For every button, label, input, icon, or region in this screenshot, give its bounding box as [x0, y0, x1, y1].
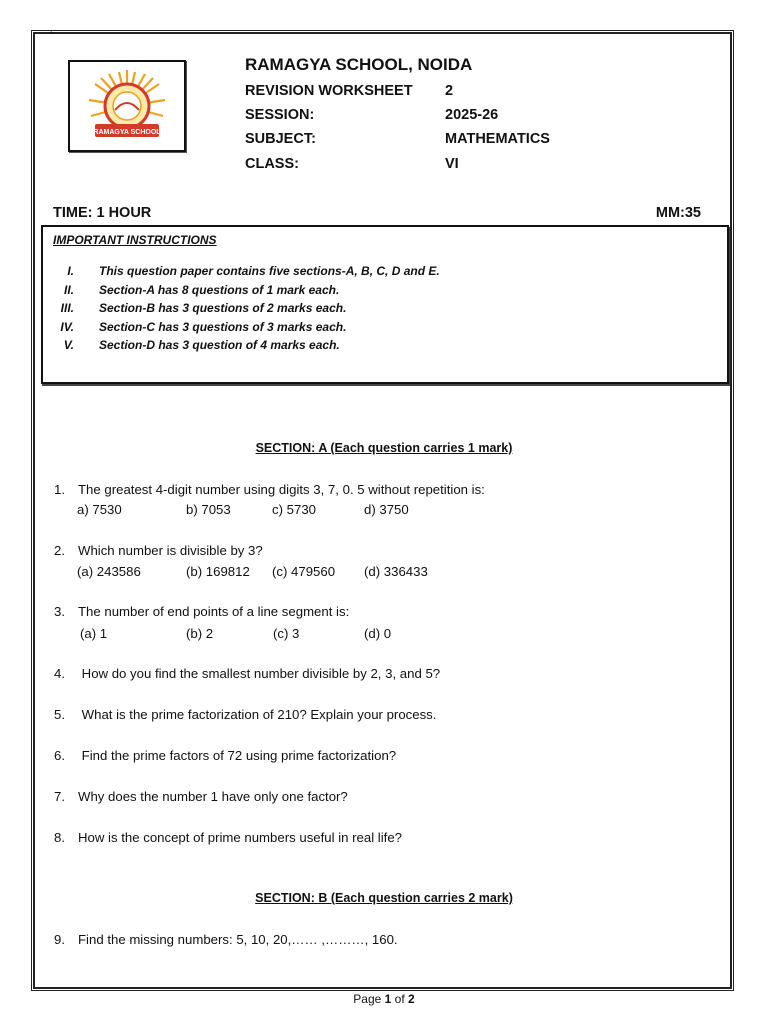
instruction-item — [43, 320, 727, 339]
question-number: 2. — [54, 543, 65, 558]
section-a-heading: SECTION: A (Each question carries 1 mark) — [255, 441, 513, 455]
meta-row-class — [245, 156, 459, 172]
question-4 — [54, 666, 440, 681]
meta-value: 2025-26 — [445, 107, 499, 123]
instruction-item — [43, 283, 727, 302]
instructions-list — [43, 264, 727, 357]
option: (c) 3 — [273, 626, 300, 641]
option: (b) 169812 — [186, 564, 250, 579]
instruction-text: Section-B has 3 questions of 2 marks each. — [99, 301, 347, 315]
max-marks-label: MM:35 — [655, 205, 701, 221]
question-number: 8. — [54, 830, 65, 845]
question-number: 7. — [54, 789, 65, 804]
question-number: 6. — [54, 748, 65, 763]
option: (a) 243586 — [77, 564, 141, 579]
instruction-text: This question paper contains five sections-A, B, C, D and E. — [99, 264, 440, 278]
question-text: Why does the number 1 have only one factor? — [78, 789, 348, 804]
question-3 — [54, 604, 349, 619]
instructions-title: IMPORTANT INSTRUCTIONS — [53, 233, 217, 247]
meta-value: MATHEMATICS — [445, 131, 550, 147]
question-text: How is the concept of prime numbers useful in real life? — [78, 830, 402, 845]
meta-row-worksheet — [245, 83, 453, 99]
school-name: RAMAGYA SCHOOL, NOIDA — [245, 55, 473, 74]
section-b-heading: SECTION: B (Each question carries 2 mark) — [255, 891, 513, 905]
question-1 — [54, 482, 485, 497]
question-9 — [54, 932, 398, 947]
instruction-item — [43, 338, 727, 357]
footer-total-pages: 2 — [408, 992, 415, 1006]
option: (c) 479560 — [272, 564, 336, 579]
question-text: How do you find the smallest number divisible by 2, 3, and 5? — [78, 666, 441, 681]
question-text: The number of end points of a line segment is: — [78, 604, 350, 619]
meta-row-subject — [245, 131, 550, 147]
question-number: 9. — [54, 932, 65, 947]
logo-text: RAMAGYA SCHOOL — [93, 129, 161, 136]
question-text: Which number is divisible by 3? — [78, 543, 263, 558]
question-7 — [54, 789, 348, 804]
question-number: 1. — [54, 482, 65, 497]
question-8 — [54, 830, 402, 845]
instruction-num: IV. — [60, 319, 74, 334]
question-text: Find the prime factors of 72 using prime factorization? — [78, 748, 397, 763]
meta-key: SUBJECT: — [245, 131, 316, 147]
meta-key: SESSION: — [245, 107, 315, 123]
meta-key: CLASS: — [245, 156, 299, 172]
stray-mark: ` — [50, 31, 54, 42]
meta-row-session — [245, 107, 498, 123]
footer-middle: of — [391, 992, 409, 1006]
instruction-num: I. — [67, 264, 74, 278]
question-text: Find the missing numbers: 5, 10, 20,…… ,………, 160. — [78, 932, 398, 947]
instruction-item — [43, 264, 727, 283]
logo-emblem-icon — [77, 66, 177, 146]
option: d) 3750 — [364, 502, 409, 517]
question-5 — [54, 707, 436, 722]
instruction-num: II. — [63, 282, 74, 297]
instruction-num: V. — [63, 338, 74, 352]
meta-value: 2 — [445, 83, 454, 99]
footer-current-page: 1 — [384, 992, 392, 1006]
time-label: TIME: 1 HOUR — [53, 205, 152, 221]
instruction-item — [43, 301, 727, 320]
option: (d) 0 — [364, 626, 392, 641]
question-number: 3. — [54, 604, 65, 619]
school-logo — [68, 60, 186, 152]
option: b) 7053 — [186, 502, 231, 517]
meta-key: REVISION WORKSHEET — [245, 83, 413, 99]
instructions-box — [41, 225, 729, 384]
option: c) 5730 — [272, 502, 316, 517]
option: (b) 2 — [186, 626, 214, 641]
question-6 — [54, 748, 396, 763]
page-footer — [0, 992, 768, 1006]
meta-value: VI — [445, 156, 459, 172]
question-2 — [54, 543, 263, 558]
question-text: What is the prime factorization of 210? Explain your process. — [78, 707, 437, 722]
question-text: The greatest 4-digit number using digits 3, 7, 0. 5 without repetition is: — [78, 482, 485, 497]
instruction-text: Section-D has 3 question of 4 marks each. — [99, 338, 340, 352]
option: a) 7530 — [77, 502, 122, 517]
instruction-text: Section-A has 8 questions of 1 mark each. — [99, 282, 340, 297]
option: (a) 1 — [80, 626, 108, 641]
option: (d) 336433 — [364, 564, 428, 579]
question-number: 5. — [54, 707, 65, 722]
instruction-num: III. — [60, 301, 74, 315]
question-number: 4. — [54, 666, 65, 681]
footer-prefix: Page — [353, 992, 385, 1006]
instruction-text: Section-C has 3 questions of 3 marks each. — [99, 319, 347, 334]
